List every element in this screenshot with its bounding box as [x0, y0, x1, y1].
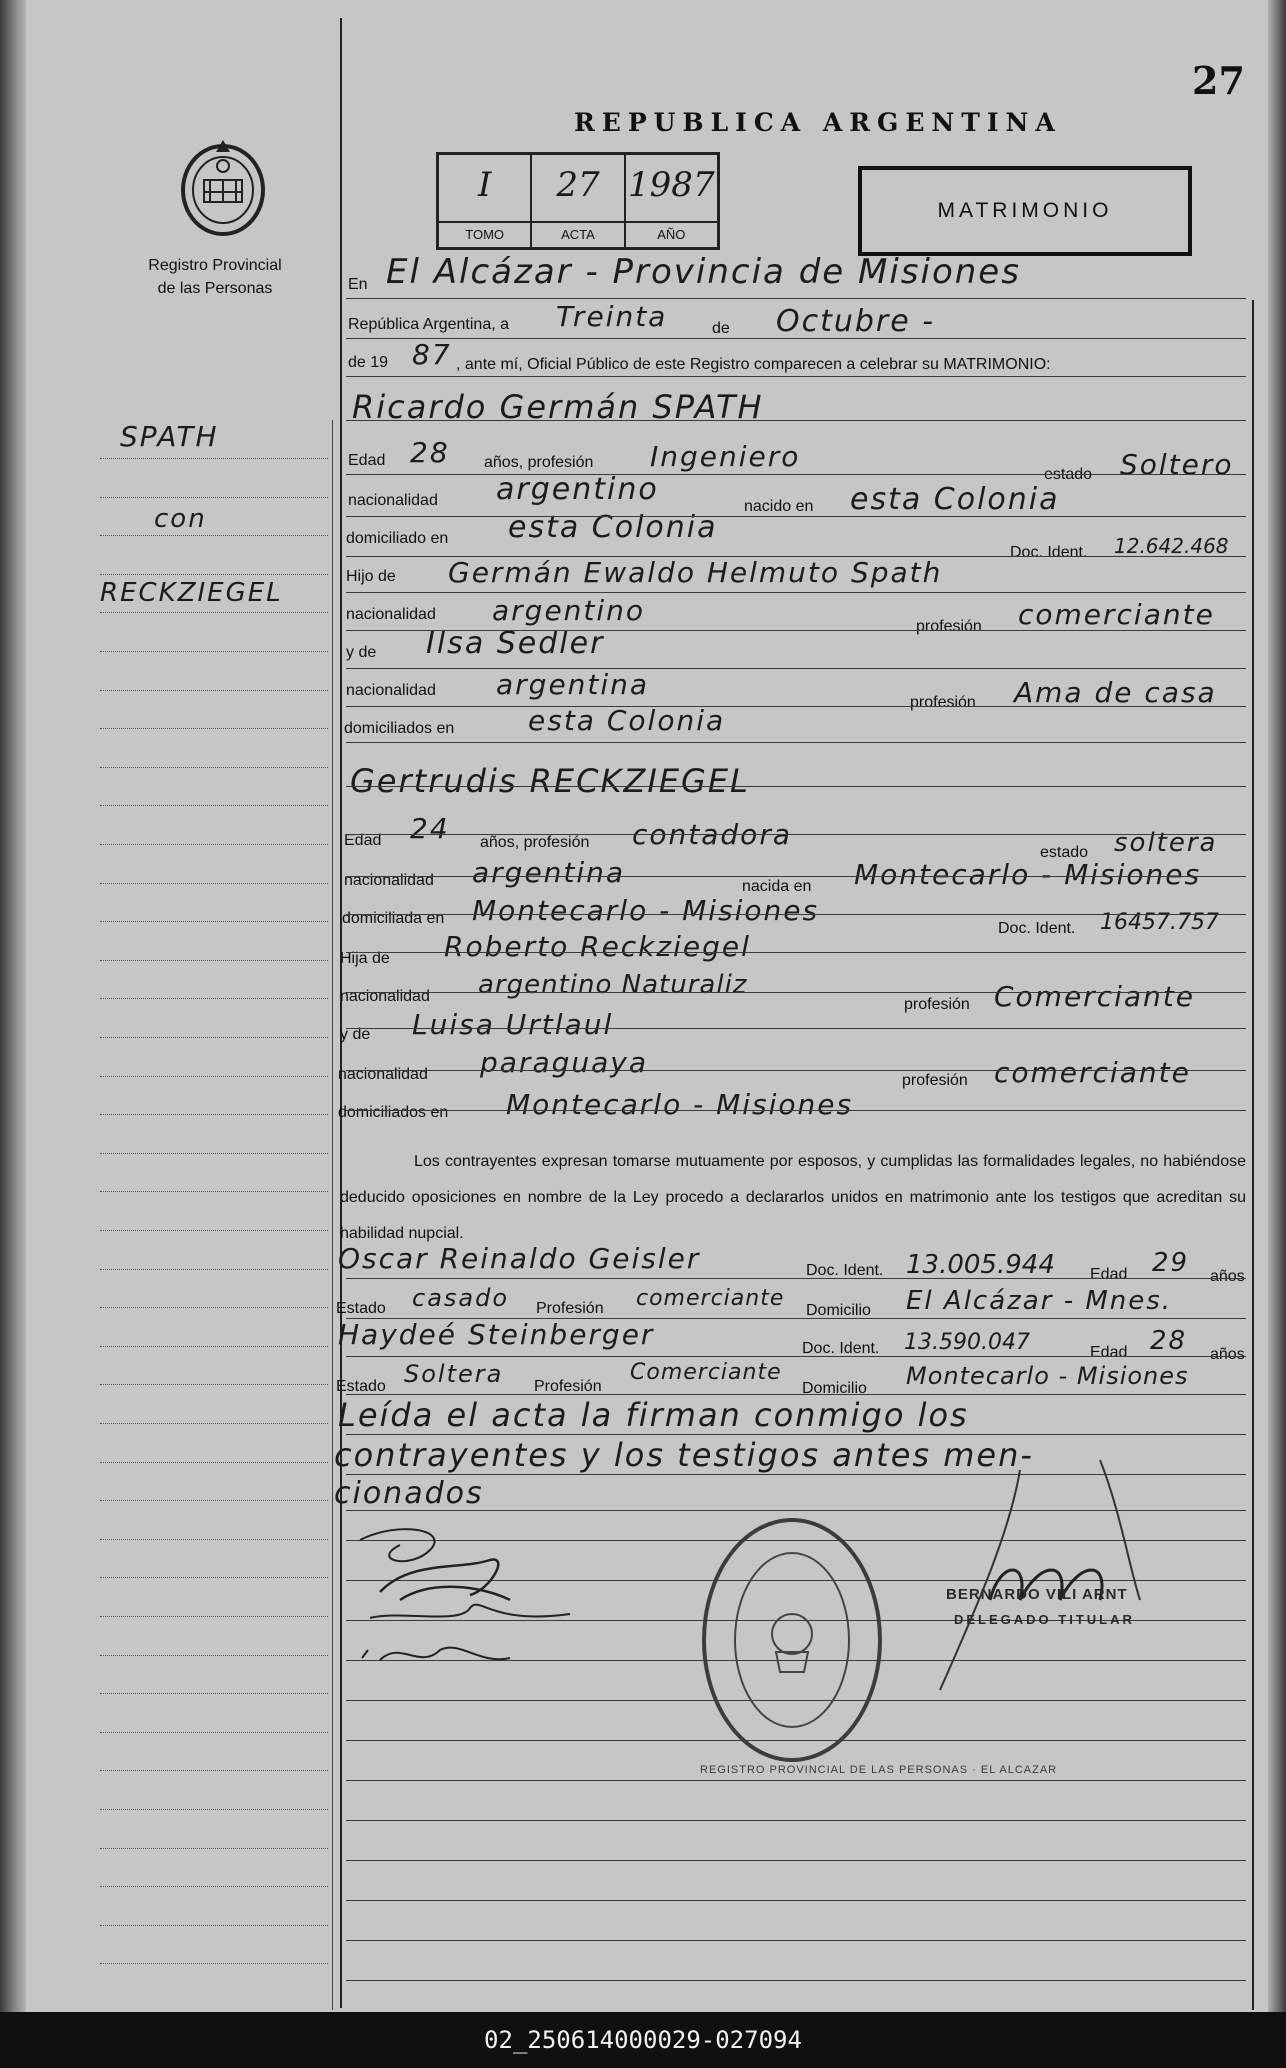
anos-label: años — [1210, 1346, 1245, 1363]
witness-1-status: casado — [412, 1284, 510, 1312]
estado-cap-label: Estado — [336, 1300, 386, 1317]
stamp-text: REGISTRO PROVINCIAL DE LAS PERSONAS · EL ALCAZAR — [700, 1764, 1058, 1776]
margin-ruled-line — [100, 1732, 328, 1733]
closing-line-3: cionados — [334, 1476, 484, 1511]
page-number: 27 — [1192, 58, 1245, 103]
groom-status: Soltero — [1120, 448, 1234, 481]
bride-name: Gertrudis RECKZIEGEL — [350, 762, 750, 800]
de-label: de — [712, 320, 730, 337]
form-ruled-line — [346, 420, 1246, 421]
doc-ident-label: Doc. Ident. — [806, 1262, 884, 1279]
margin-ruled-line — [100, 612, 328, 613]
form-ruled-line — [346, 556, 1246, 557]
y-de-label: y de — [346, 644, 377, 661]
margin-ruled-line — [100, 1114, 328, 1115]
margin-ruled-line — [100, 497, 328, 498]
margin-ruled-line — [100, 1462, 328, 1463]
bride-profession: contadora — [632, 818, 792, 851]
form-ruled-line — [346, 876, 1246, 877]
form-ruled-line — [346, 952, 1246, 953]
edad-label: Edad — [348, 452, 386, 469]
form-ruled-line — [346, 1356, 1246, 1357]
month-value: Octubre - — [776, 304, 936, 339]
form-ruled-line — [346, 706, 1246, 707]
bride-father-profession: Comerciante — [994, 980, 1195, 1013]
margin-ruled-line — [100, 921, 328, 922]
groom-father-profession: comerciante — [1018, 598, 1215, 631]
form-ruled-line — [346, 1940, 1246, 1941]
witness-2-name: Haydeé Steinberger — [338, 1318, 655, 1351]
form-ruled-line — [346, 1110, 1246, 1111]
estado-cap-label: Estado — [336, 1378, 386, 1395]
nacionalidad-label: nacionalidad — [346, 682, 436, 699]
edad-label: Edad — [1090, 1266, 1128, 1283]
anos-label: años — [1210, 1268, 1245, 1285]
margin-note-surname: SPATH — [120, 420, 219, 453]
domiciliada-label: domiciliada en — [342, 910, 445, 927]
doc-ident-label: Doc. Ident. — [1010, 544, 1088, 561]
margin-ruled-line — [100, 1384, 328, 1385]
margin-ruled-line — [100, 1346, 328, 1347]
profesion-cap-label: Profesión — [536, 1300, 604, 1317]
form-ruled-line — [346, 1900, 1246, 1901]
margin-ruled-line — [100, 1616, 328, 1617]
profesion-label: profesión — [904, 996, 970, 1013]
groom-doc: 12.642.468 — [1114, 534, 1229, 558]
bride-birthplace: Montecarlo - Misiones — [854, 858, 1202, 891]
bride-age: 24 — [410, 812, 450, 845]
witness-2-status: Soltera — [404, 1360, 504, 1388]
groom-profession: Ingeniero — [650, 440, 801, 473]
margin-rule-inner — [332, 420, 333, 2010]
anio-label: AÑO — [626, 221, 717, 247]
estado-label: estado — [1040, 844, 1089, 861]
official-name: BERNARDO VILI ARNT — [946, 1586, 1128, 1603]
margin-ruled-line — [100, 1307, 328, 1308]
stamp-emblem-icon — [706, 1522, 878, 1758]
witness-2-domicile: Montecarlo - Misiones — [906, 1362, 1189, 1390]
record-type-box: MATRIMONIO — [858, 166, 1192, 256]
form-ruled-line — [346, 1318, 1246, 1319]
anio-cell — [626, 155, 717, 247]
tomo-cell — [439, 155, 532, 247]
margin-ruled-line — [100, 1770, 328, 1771]
form-ruled-line — [346, 834, 1246, 835]
margin-ruled-line — [100, 883, 328, 884]
domicilio-label: Domicilio — [806, 1302, 871, 1319]
form-ruled-line — [346, 630, 1246, 631]
witness-1-age: 29 — [1152, 1248, 1190, 1278]
margin-note-surname-2: RECKZIEGEL — [100, 578, 283, 608]
margin-ruled-line — [100, 998, 328, 999]
margin-note-con: con — [154, 504, 207, 534]
form-ruled-line — [346, 786, 1246, 787]
margin-ruled-line — [100, 1500, 328, 1501]
form-ruled-line — [346, 1780, 1246, 1781]
bride-parents-domicile: Montecarlo - Misiones — [506, 1088, 854, 1121]
margin-ruled-line — [100, 844, 328, 845]
margin-ruled-line — [100, 535, 328, 536]
margin-ruled-line — [100, 1191, 328, 1192]
nacida-en-label: nacida en — [742, 878, 812, 895]
place-value: El Alcázar - Provincia de Misiones — [386, 252, 1021, 292]
y-de-label: y de — [340, 1026, 371, 1043]
groom-domicile: esta Colonia — [508, 510, 718, 545]
form-ruled-line — [346, 338, 1246, 339]
groom-father-nationality: argentino — [492, 594, 646, 627]
margin-ruled-line — [100, 1577, 328, 1578]
margin-ruled-line — [100, 1886, 328, 1887]
footer-code: 02_250614000029-027094 — [0, 2012, 1286, 2068]
witness-1-doc: 13.005.944 — [906, 1250, 1055, 1280]
margin-ruled-line — [100, 1848, 328, 1849]
groom-age: 28 — [410, 436, 450, 469]
year-label: de 19 — [348, 354, 389, 371]
official-signature — [920, 1450, 1160, 1710]
provincial-seal-icon — [176, 132, 270, 240]
margin-ruled-line — [100, 1230, 328, 1231]
country-title: REPUBLICA ARGENTINA — [574, 108, 1062, 137]
bride-mother-profession: comerciante — [994, 1056, 1191, 1089]
margin-ruled-line — [100, 1693, 328, 1694]
margin-ruled-line — [100, 690, 328, 691]
nacionalidad-label: nacionalidad — [344, 872, 434, 889]
domiciliado-label: domiciliado en — [346, 530, 449, 547]
witness-1-name: Oscar Reinaldo Geisler — [338, 1242, 701, 1275]
form-ruled-line — [346, 298, 1246, 299]
declaration-text: Los contrayentes expresan tomarse mutuamente por esposos, y cumplidas las formalidades legales, no habiéndose deducido oposiciones en nombre de la Ley procedo a declararlos unidos en matrimonio ante los testigos que acreditan su habilidad nupcial. — [340, 1153, 1246, 1242]
closing-line-2: contrayentes y los testigos antes men- — [334, 1436, 1034, 1474]
record-reference-box — [436, 152, 720, 250]
form-ruled-line — [346, 516, 1246, 517]
witness-1-domicile: El Alcázar - Mnes. — [906, 1286, 1173, 1316]
republica-label: República Argentina, a — [348, 316, 509, 333]
nacionalidad-label: nacionalidad — [348, 492, 438, 509]
registry-line-2: de las Personas — [157, 280, 273, 297]
groom-name: Ricardo Germán SPATH — [352, 388, 764, 426]
acta-cell — [532, 155, 625, 247]
nacionalidad-label: nacionalidad — [340, 988, 430, 1005]
acta-label: ACTA — [532, 221, 623, 247]
domiciliados-label: domiciliados en — [338, 1104, 449, 1121]
groom-mother: Ilsa Sedler — [426, 626, 605, 661]
witness-2-age: 28 — [1150, 1326, 1188, 1356]
margin-ruled-line — [100, 728, 328, 729]
form-ruled-line — [346, 1028, 1246, 1029]
form-ruled-line — [346, 1278, 1246, 1279]
groom-mother-profession: Ama de casa — [1014, 676, 1217, 709]
closing-line-1: Leída el acta la firman conmigo los — [338, 1396, 969, 1434]
form-ruled-line — [346, 376, 1246, 377]
nacido-en-label: nacido en — [744, 498, 814, 515]
hija-de-label: Hija de — [340, 950, 390, 967]
margin-rule — [340, 18, 342, 2008]
bride-status: soltera — [1114, 828, 1218, 858]
edad-label: Edad — [344, 832, 382, 849]
witness-1-profession: comerciante — [636, 1286, 785, 1311]
estado-label: estado — [1044, 466, 1093, 483]
margin-ruled-line — [100, 1963, 328, 1964]
anos-profesion-label: años, profesión — [480, 834, 590, 851]
bride-mother: Luisa Urtlaul — [412, 1008, 614, 1041]
intro-closing: , ante mí, Oficial Público de este Registro comparecen a celebrar su MATRIMONIO: — [456, 356, 1051, 373]
profesion-label: profesión — [916, 618, 982, 635]
groom-birthplace: esta Colonia — [850, 482, 1060, 517]
margin-ruled-line — [100, 458, 328, 459]
profesion-cap-label: Profesión — [534, 1378, 602, 1395]
margin-ruled-line — [100, 1423, 328, 1424]
form-ruled-line — [346, 1980, 1246, 1981]
year-value: 87 — [412, 338, 452, 371]
doc-ident-label: Doc. Ident. — [802, 1340, 880, 1357]
signatures-left — [340, 1500, 580, 1690]
bride-doc: 16457.757 — [1100, 910, 1219, 935]
form-ruled-line — [346, 1434, 1246, 1435]
nacionalidad-label: nacionalidad — [338, 1066, 428, 1083]
margin-ruled-line — [100, 1655, 328, 1656]
registry-line-1: Registro Provincial — [148, 257, 282, 274]
profesion-label: profesión — [910, 694, 976, 711]
form-ruled-line — [346, 914, 1246, 915]
margin-ruled-line — [100, 1153, 328, 1154]
acta-value: 27 — [556, 165, 600, 205]
form-ruled-line — [346, 1394, 1246, 1395]
anio-value: 1987 — [628, 165, 715, 205]
groom-parents-domicile: esta Colonia — [528, 704, 726, 737]
form-ruled-line — [346, 1820, 1246, 1821]
witness-2-doc: 13.590.047 — [904, 1330, 1030, 1355]
tomo-value: I — [477, 165, 492, 205]
margin-ruled-line — [100, 1925, 328, 1926]
day-value: Treinta — [556, 300, 668, 333]
form-ruled-line — [346, 742, 1246, 743]
form-ruled-line — [346, 992, 1246, 993]
form-ruled-line — [346, 1860, 1246, 1861]
margin-ruled-line — [100, 574, 328, 575]
registry-name — [110, 254, 320, 300]
doc-ident-label: Doc. Ident. — [998, 920, 1076, 937]
domicilio-label: Domicilio — [802, 1380, 867, 1397]
margin-ruled-line — [100, 1076, 328, 1077]
form-ruled-line — [346, 1070, 1246, 1071]
book-spine — [0, 0, 26, 2012]
margin-ruled-line — [100, 1539, 328, 1540]
anos-profesion-label: años, profesión — [484, 454, 594, 471]
margin-ruled-line — [100, 1037, 328, 1038]
witness-2-profession: Comerciante — [630, 1360, 782, 1385]
tomo-label: TOMO — [439, 221, 530, 247]
domiciliados-label: domiciliados en — [344, 720, 455, 737]
groom-nationality: argentino — [496, 472, 659, 507]
margin-ruled-line — [100, 651, 328, 652]
groom-father: Germán Ewaldo Helmuto Spath — [448, 556, 943, 589]
bride-father-nationality: argentino Naturaliz — [478, 970, 748, 1000]
margin-ruled-line — [100, 1269, 328, 1270]
profesion-label: profesión — [902, 1072, 968, 1089]
groom-mother-nationality: argentina — [496, 668, 650, 701]
form-ruled-line — [346, 592, 1246, 593]
bride-father: Roberto Reckziegel — [444, 930, 751, 963]
en-label: En — [348, 276, 368, 293]
bride-domicile: Montecarlo - Misiones — [472, 894, 820, 927]
edad-label: Edad — [1090, 1344, 1128, 1361]
hijo-de-label: Hijo de — [346, 568, 396, 585]
form-ruled-line — [346, 474, 1246, 475]
form-ruled-line — [346, 668, 1246, 669]
nacionalidad-label: nacionalidad — [346, 606, 436, 623]
margin-ruled-line — [100, 1809, 328, 1810]
bride-nationality: argentina — [472, 856, 626, 889]
right-rule — [1252, 300, 1254, 2010]
margin-ruled-line — [100, 805, 328, 806]
margin-ruled-line — [100, 767, 328, 768]
margin-ruled-line — [100, 960, 328, 961]
bride-mother-nationality: paraguaya — [480, 1046, 649, 1079]
page-edge — [1268, 0, 1286, 2012]
official-title: DELEGADO TITULAR — [954, 1612, 1135, 1627]
official-stamp — [702, 1518, 882, 1762]
